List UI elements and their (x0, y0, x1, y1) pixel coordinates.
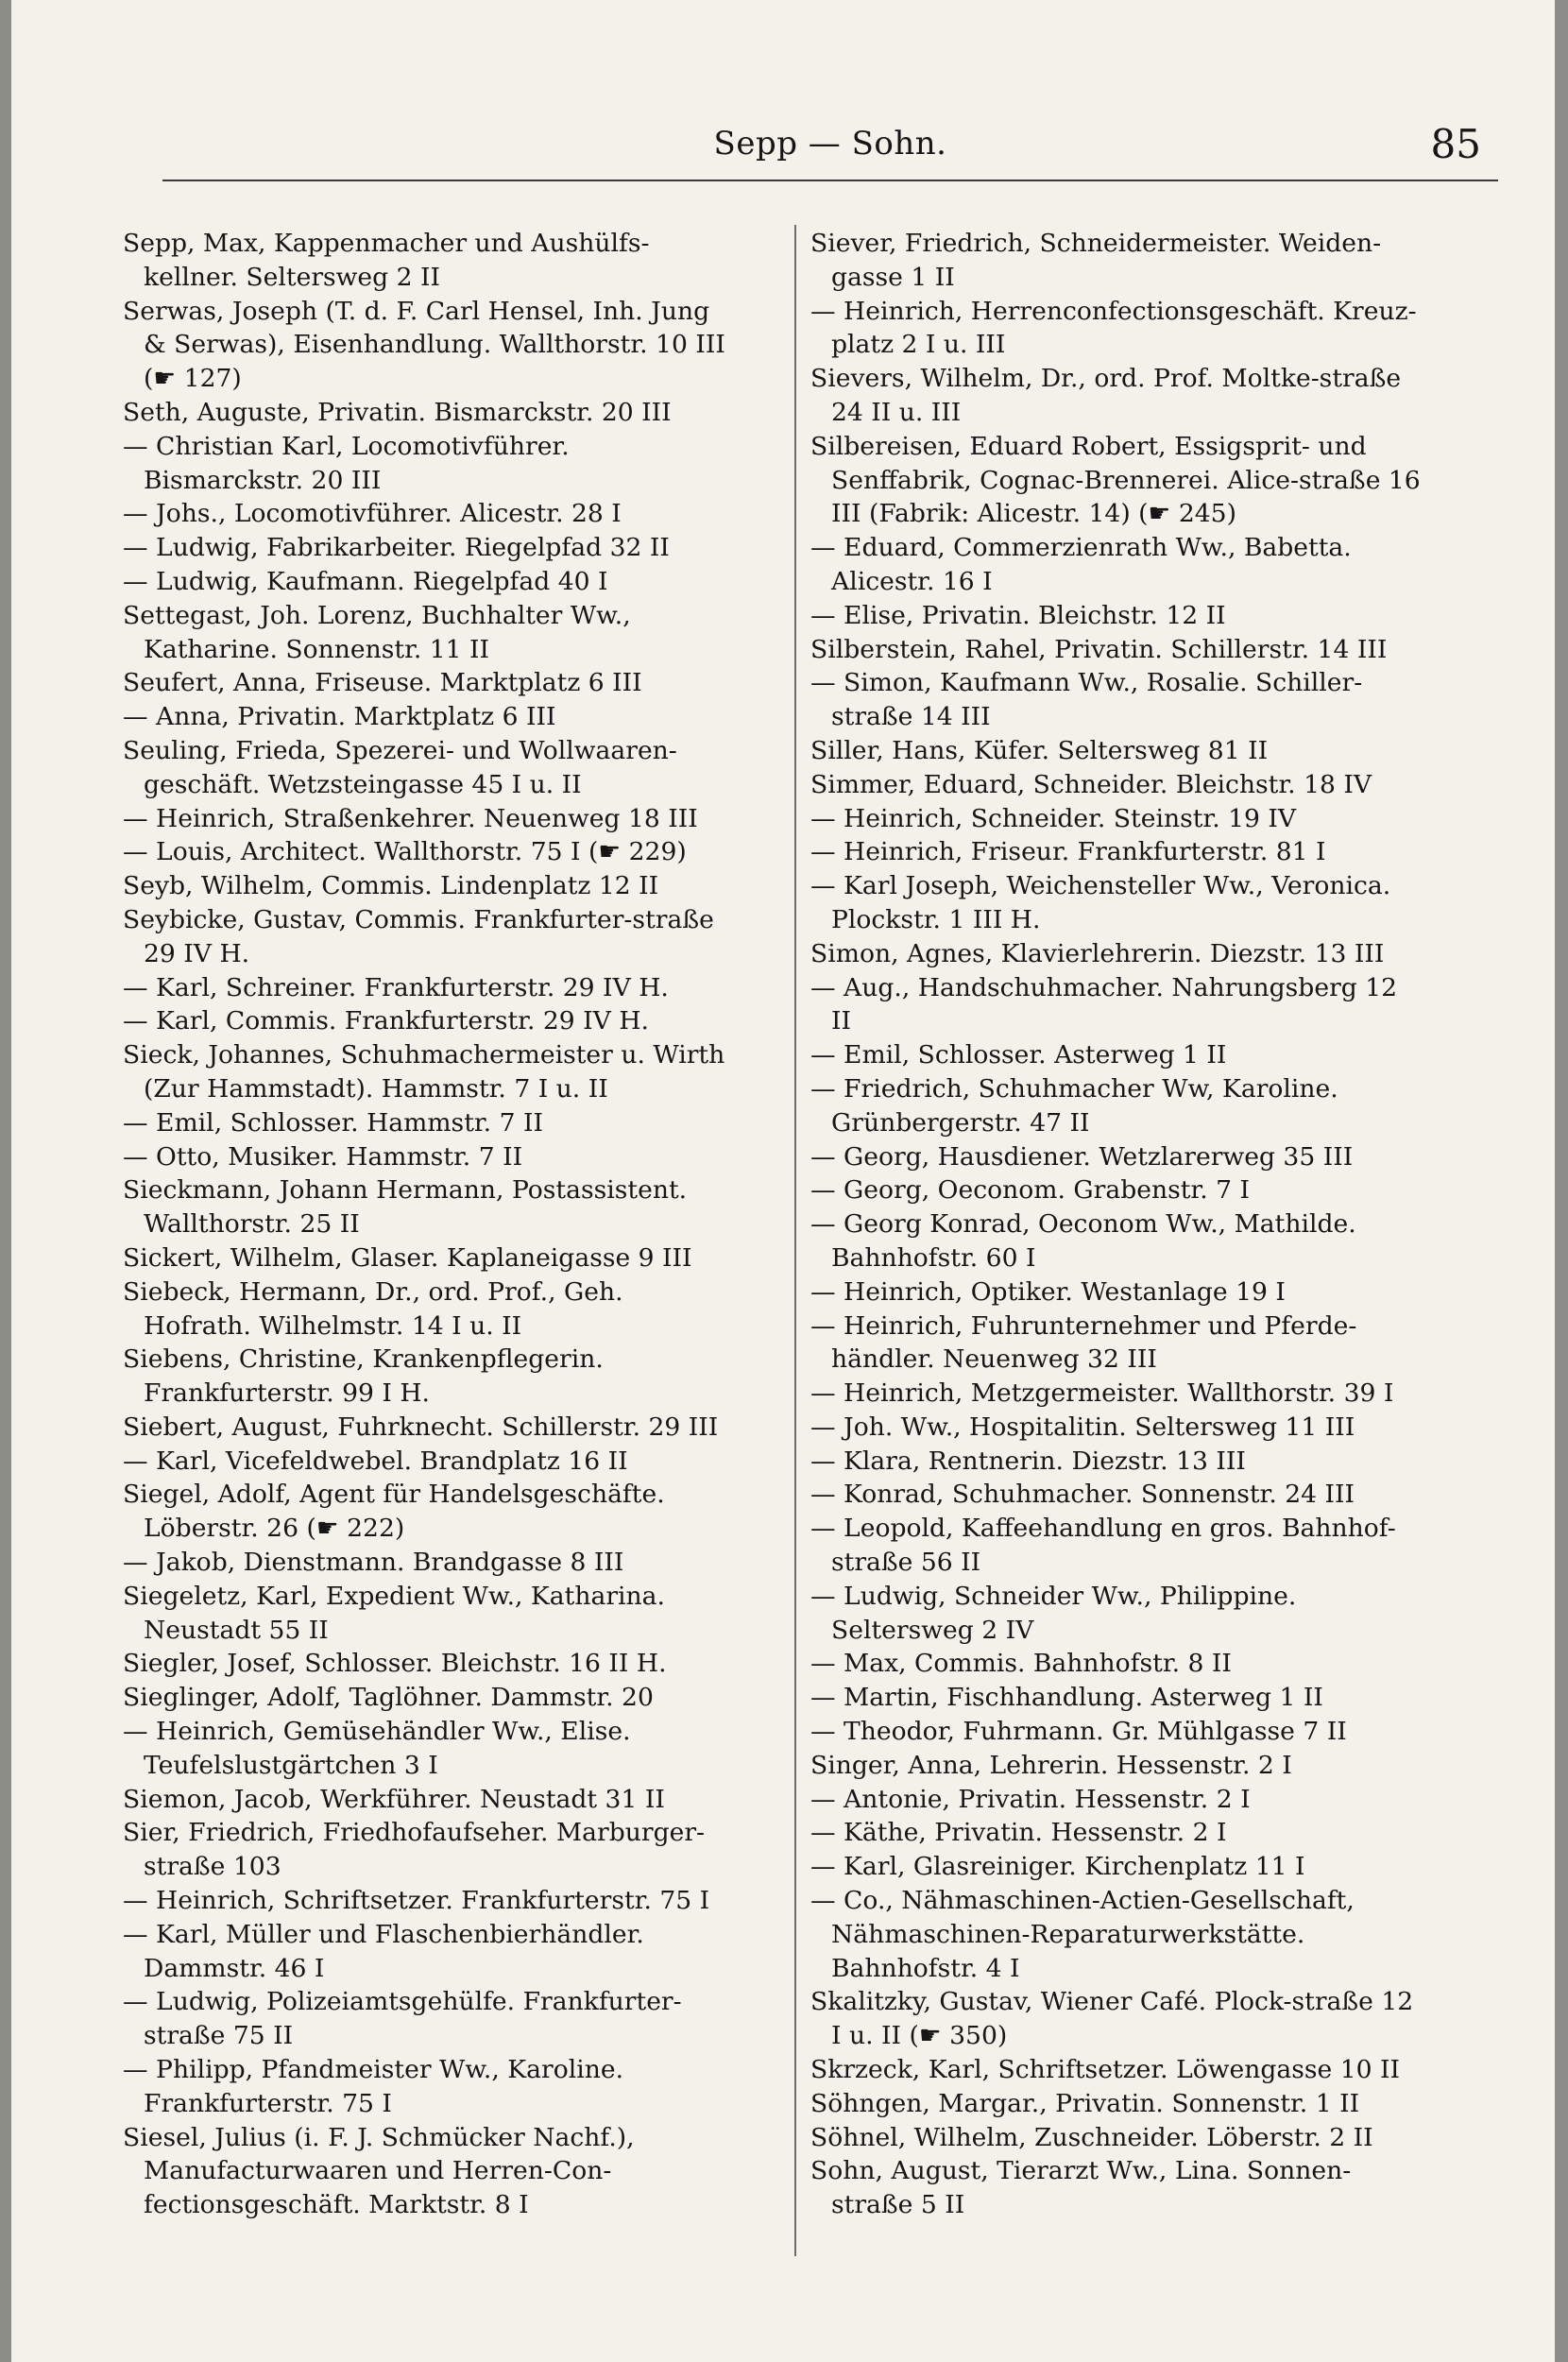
directory-entry: — Heinrich, Schneider. Steinstr. 19 IV (810, 803, 1297, 833)
directory-entry: — Johs., Locomotivführer. Alicestr. 28 I (123, 499, 622, 529)
directory-entry: — Philipp, Pfandmeister Ww., Karoline. Frankfurterstr. 75 I (123, 2055, 624, 2118)
directory-entry: — Emil, Schlosser. Hammstr. 7 II (123, 1107, 543, 1138)
directory-entry: — Eduard, Commerzienrath Ww., Babetta. Alicestr. 16 I (810, 533, 1352, 596)
directory-entry: Sieckmann, Johann Hermann, Postassistent. Wallthorstr. 25 II (123, 1175, 688, 1240)
directory-entry: — Martin, Fischhandlung. Asterweg 1 II (810, 1683, 1323, 1713)
page-number: 85 (1430, 121, 1481, 167)
directory-entry: Siegler, Josef, Schlosser. Bleichstr. 16 II H. (123, 1649, 667, 1679)
directory-entry: Sieck, Johannes, Schuhmachermeister u. Wirth (Zur Hammstadt). Hammstr. 7 I u. II (123, 1040, 725, 1104)
directory-entry: — Heinrich, Gemüsehändler Ww., Elise. Teufelslustgärtchen 3 I (123, 1717, 631, 1780)
directory-entry: Simon, Agnes, Klavierlehrerin. Diezstr. 13 III (810, 938, 1385, 968)
directory-entry: — Otto, Musiker. Hammstr. 7 II (123, 1141, 523, 1172)
directory-entry: Sepp, Max, Kappenmacher und Aushülfs-kellner. Seltersweg 2 II (123, 229, 650, 292)
directory-entry: — Ludwig, Kaufmann. Riegelpfad 40 I (123, 566, 608, 596)
directory-entry: Siemon, Jacob, Werkführer. Neustadt 31 II (123, 1784, 665, 1814)
directory-entry: Silbereisen, Eduard Robert, Essigsprit- und Senffabrik, Cognac-Brennerei. Alice-straße 16 III (Fabrik: Alicestr. 14) (☛ 245) (810, 431, 1421, 529)
directory-entry: Serwas, Joseph (T. d. F. Carl Hensel, Inh. Jung & Serwas), Eisenhandlung. Wallthorstr. 10 III (☛ 127) (123, 296, 725, 394)
directory-entry: — Georg, Hausdiener. Wetzlarerweg 35 III (810, 1141, 1354, 1172)
directory-entry: — Karl, Glasreiniger. Kirchenplatz 11 I (810, 1852, 1305, 1882)
directory-entry: Siesel, Julius (i. F. J. Schmücker Nachf.), Manufacturwaaren und Herren-Con-fectionsgeschäft. Marktstr. 8 I (123, 2122, 635, 2220)
directory-page (11, 0, 1555, 2362)
directory-entry: Sievers, Wilhelm, Dr., ord. Prof. Moltke-straße 24 II u. III (810, 364, 1402, 427)
directory-entry: — Ludwig, Fabrikarbeiter. Riegelpfad 32 II (123, 533, 670, 563)
directory-entry: Skalitzky, Gustav, Wiener Café. Plock-straße 12 I u. II (☛ 350) (810, 1987, 1414, 2051)
directory-entry: Sier, Friedrich, Friedhofaufseher. Marburger-straße 103 (123, 1818, 706, 1882)
running-header (162, 115, 1498, 172)
directory-entry: Siller, Hans, Küfer. Seltersweg 81 II (810, 735, 1269, 765)
directory-entry: Sieglinger, Adolf, Taglöhner. Dammstr. 20 (123, 1683, 654, 1713)
directory-entry: — Heinrich, Schriftsetzer. Frankfurterstr. 75 I (123, 1886, 710, 1916)
directory-entry: Siegeletz, Karl, Expedient Ww., Katharina. Neustadt 55 II (123, 1581, 665, 1645)
directory-entry: — Joh. Ww., Hospitalitin. Seltersweg 11 III (810, 1412, 1355, 1442)
directory-entry: — Antonie, Privatin. Hessenstr. 2 I (810, 1784, 1251, 1814)
directory-entry: — Karl, Müller und Flaschenbierhändler. Dammstr. 46 I (123, 1919, 644, 1983)
directory-entry: — Heinrich, Herrenconfectionsgeschäft. Kreuz-platz 2 I u. III (810, 296, 1417, 360)
directory-entry: — Aug., Handschuhmacher. Nahrungsberg 12 II (810, 972, 1398, 1036)
directory-entry: — Heinrich, Fuhrunternehmer und Pferde-händler. Neuenweg 32 III (810, 1310, 1357, 1375)
directory-entry: — Christian Karl, Locomotivführer. Bismarckstr. 20 III (123, 431, 570, 495)
directory-entry: — Ludwig, Schneider Ww., Philippine. Seltersweg 2 IV (810, 1581, 1297, 1645)
directory-entry: Seuling, Frieda, Spezerei- und Wollwaaren-geschäft. Wetzsteingasse 45 I u. II (123, 735, 677, 799)
directory-entry: Siebens, Christine, Krankenpflegerin. Frankfurterstr. 99 I H. (123, 1344, 604, 1409)
directory-entry: — Karl, Vicefeldwebel. Brandplatz 16 II (123, 1446, 628, 1476)
directory-entry: — Käthe, Privatin. Hessenstr. 2 I (810, 1818, 1227, 1848)
directory-entry: — Heinrich, Straßenkehrer. Neuenweg 18 III (123, 803, 698, 833)
directory-entry: Siever, Friedrich, Schneidermeister. Weiden-gasse 1 II (810, 229, 1382, 292)
directory-entry: Siegel, Adolf, Agent für Handelsgeschäfte. Löberstr. 26 (☛ 222) (123, 1480, 665, 1544)
directory-entry: Skrzeck, Karl, Schriftsetzer. Löwengasse 10 II (810, 2055, 1401, 2085)
directory-entry: — Leopold, Kaffeehandlung en gros. Bahnhof-straße 56 II (810, 1514, 1396, 1578)
directory-entry: — Heinrich, Metzgermeister. Wallthorstr. 39 I (810, 1378, 1394, 1409)
directory-entry: Seyb, Wilhelm, Commis. Lindenplatz 12 II (123, 871, 659, 901)
directory-entry: — Anna, Privatin. Marktplatz 6 III (123, 702, 556, 732)
directory-entry: — Georg Konrad, Oeconom Ww., Mathilde. Bahnhofstr. 60 I (810, 1209, 1356, 1273)
directory-entry: Söhnel, Wilhelm, Zuschneider. Löberstr. 2 II (810, 2122, 1373, 2152)
directory-entry: — Simon, Kaufmann Ww., Rosalie. Schiller-straße 14 III (810, 668, 1363, 732)
directory-entry: Settegast, Joh. Lorenz, Buchhalter Ww., Katharine. Sonnenstr. 11 II (123, 600, 631, 664)
directory-entry: — Louis, Architect. Wallthorstr. 75 I (☛ 229) (123, 837, 687, 867)
left-column (123, 227, 737, 2222)
directory-entry: — Ludwig, Polizeiamtsgehülfe. Frankfurter-straße 75 II (123, 1987, 682, 2051)
directory-entry: — Jakob, Dienstmann. Brandgasse 8 III (123, 1548, 624, 1578)
directory-entry: — Klara, Rentnerin. Diezstr. 13 III (810, 1446, 1246, 1476)
directory-entry: Sickert, Wilhelm, Glaser. Kaplaneigasse 9 III (123, 1242, 692, 1273)
directory-entry: Seth, Auguste, Privatin. Bismarckstr. 20 III (123, 397, 672, 427)
directory-entry: — Heinrich, Friseur. Frankfurterstr. 81 I (810, 837, 1326, 867)
directory-entry: Söhngen, Margar., Privatin. Sonnenstr. 1 II (810, 2088, 1360, 2118)
directory-entry: — Max, Commis. Bahnhofstr. 8 II (810, 1649, 1232, 1679)
directory-entry: — Elise, Privatin. Bleichstr. 12 II (810, 600, 1226, 630)
directory-entry: — Karl, Commis. Frankfurterstr. 29 IV H. (123, 1006, 649, 1036)
directory-entry: Sohn, August, Tierarzt Ww., Lina. Sonnen-straße 5 II (810, 2156, 1352, 2220)
directory-entry: — Konrad, Schuhmacher. Sonnenstr. 24 III (810, 1480, 1355, 1510)
directory-entry: — Georg, Oeconom. Grabenstr. 7 I (810, 1175, 1251, 1206)
directory-entry: Singer, Anna, Lehrerin. Hessenstr. 2 I (810, 1750, 1292, 1780)
directory-entry: Siebert, August, Fuhrknecht. Schillerstr. 29 III (123, 1412, 719, 1442)
header-rule (162, 180, 1498, 181)
directory-entry: — Karl Joseph, Weichensteller Ww., Veronica. Plockstr. 1 III H. (810, 871, 1391, 934)
directory-entry: — Heinrich, Optiker. Westanlage 19 I (810, 1276, 1286, 1307)
directory-entry: — Theodor, Fuhrmann. Gr. Mühlgasse 7 II (810, 1717, 1347, 1747)
column-divider (794, 225, 796, 2256)
directory-entry: — Karl, Schreiner. Frankfurterstr. 29 IV H. (123, 972, 669, 1002)
directory-entry: Simmer, Eduard, Schneider. Bleichstr. 18 IV (810, 769, 1372, 799)
directory-entry: Seybicke, Gustav, Commis. Frankfurter-straße 29 IV H. (123, 904, 714, 968)
directory-entry: — Emil, Schlosser. Asterweg 1 II (810, 1040, 1227, 1070)
directory-entry: Seufert, Anna, Friseuse. Marktplatz 6 III (123, 668, 642, 698)
directory-entry: Silberstein, Rahel, Privatin. Schillerstr. 14 III (810, 634, 1388, 664)
directory-entry: — Friedrich, Schuhmacher Ww, Karoline. Grünbergerstr. 47 II (810, 1073, 1338, 1138)
header-title: Sepp — Sohn. (713, 125, 947, 163)
directory-entry: Siebeck, Hermann, Dr., ord. Prof., Geh. Hofrath. Wilhelmstr. 14 I u. II (123, 1276, 623, 1341)
directory-entry: — Co., Nähmaschinen-Actien-Gesellschaft, Nähmaschinen-Reparaturwerkstätte. Bahnhofstr. 4 I (810, 1886, 1355, 1983)
right-column (810, 227, 1424, 2222)
